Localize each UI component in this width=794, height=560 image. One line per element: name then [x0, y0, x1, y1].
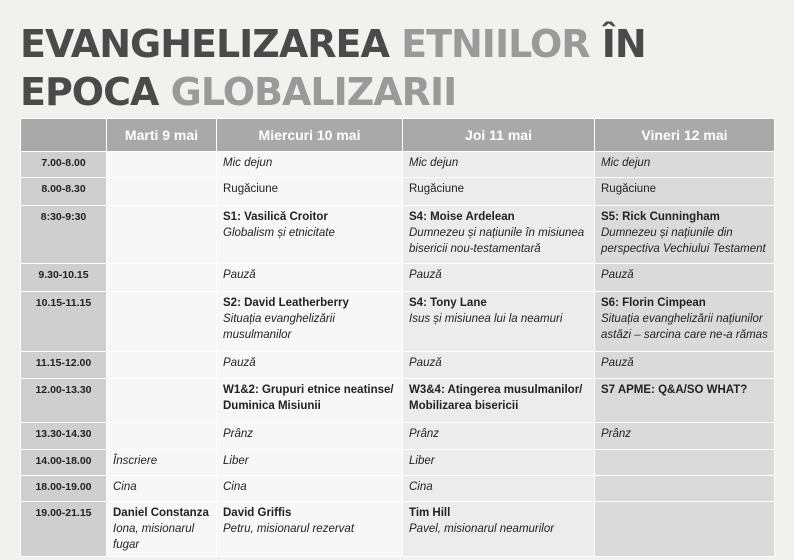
session-subtitle: Dumnezeu și națiunile din perspectiva Vechiului Testament: [601, 227, 766, 255]
session-subtitle: Pauză: [223, 357, 256, 369]
session-title: Tim Hill: [409, 507, 451, 519]
cell-marti: [107, 476, 217, 502]
cell-miercuri: [217, 178, 403, 206]
time-slot: 19.00-21.15: [21, 502, 107, 557]
title-word: EPOCA: [20, 70, 171, 114]
time-slot: 10.15-11.15: [21, 292, 107, 352]
session-subtitle: Globalism și etnicitate: [223, 227, 335, 239]
cell-miercuri: [217, 152, 403, 178]
session-title: S2: David Leatherberry: [223, 297, 349, 309]
cell-joi: [403, 423, 595, 450]
time-slot: 9.30-10.15: [21, 264, 107, 292]
session-subtitle: Cina: [409, 481, 433, 493]
cell-marti: [107, 502, 217, 557]
entry-text: Rugăciune: [223, 183, 278, 195]
session-title: Daniel Constanza: [113, 507, 209, 519]
cell-vineri: [595, 476, 775, 502]
header-vineri: Vineri 12 mai: [595, 119, 775, 152]
header-joi: Joi 11 mai: [403, 119, 595, 152]
cell-joi: [403, 379, 595, 423]
session-subtitle: Liber: [409, 455, 435, 467]
cell-miercuri: [217, 379, 403, 423]
cell-joi: [403, 450, 595, 476]
session-subtitle: Pauză: [409, 357, 442, 369]
cell-vineri: [595, 292, 775, 352]
cell-vineri: [595, 423, 775, 450]
schedule-row: [21, 264, 775, 292]
session-subtitle: Cina: [223, 481, 247, 493]
cell-miercuri: [217, 502, 403, 557]
title-word: ÎN: [601, 22, 646, 66]
cell-joi: [403, 476, 595, 502]
cell-vineri: [595, 264, 775, 292]
session-subtitle: Petru, misionarul rezervat: [223, 523, 355, 535]
cell-joi: [403, 206, 595, 264]
cell-miercuri: [217, 352, 403, 379]
cell-vineri: [595, 352, 775, 379]
session-subtitle: Prânz: [223, 428, 254, 440]
schedule-row: [21, 450, 775, 476]
time-slot: 11.15-12.00: [21, 352, 107, 379]
time-slot: 8:30-9:30: [21, 206, 107, 264]
cell-vineri: [595, 206, 775, 264]
page-title: [20, 20, 646, 116]
session-subtitle: Situația evanghelizării musulmanilor: [223, 313, 335, 341]
header-row: [21, 119, 775, 152]
session-subtitle: Pauză: [601, 357, 634, 369]
session-subtitle: Mic dejun: [409, 157, 459, 169]
header-marti: Marti 9 mai: [107, 119, 217, 152]
schedule-row: [21, 152, 775, 178]
cell-miercuri: [217, 476, 403, 502]
title-word: EVANGHELIZAREA: [20, 22, 402, 66]
session-title: S7 APME: Q&A/SO WHAT?: [601, 384, 748, 396]
session-title: S6: Florin Cimpean: [601, 297, 706, 309]
session-subtitle: Pauză: [601, 269, 634, 281]
title-line-2: [20, 68, 646, 116]
session-subtitle: Prânz: [409, 428, 440, 440]
cell-vineri: [595, 502, 775, 557]
session-subtitle: Liber: [223, 455, 249, 467]
session-subtitle: Pauză: [409, 269, 442, 281]
schedule-row: [21, 292, 775, 352]
session-subtitle: Mic dejun: [601, 157, 651, 169]
title-word: ETNIILOR: [401, 22, 602, 66]
header-time: [21, 119, 107, 152]
cell-vineri: [595, 379, 775, 423]
cell-marti: [107, 379, 217, 423]
schedule-row: [21, 178, 775, 206]
session-subtitle: Prânz: [601, 428, 632, 440]
cell-joi: [403, 352, 595, 379]
cell-joi: [403, 152, 595, 178]
schedule-row: [21, 352, 775, 379]
cell-marti: [107, 152, 217, 178]
cell-miercuri: [217, 292, 403, 352]
schedule-row: [21, 476, 775, 502]
schedule-body: [21, 152, 775, 557]
title-word: GLOBALIZARII: [170, 70, 457, 114]
cell-joi: [403, 178, 595, 206]
session-subtitle: Dumnezeu și națiunile în misiunea bisericii nou-testamentară: [409, 227, 585, 255]
cell-miercuri: [217, 264, 403, 292]
schedule-row: [21, 423, 775, 450]
cell-marti: [107, 178, 217, 206]
cell-joi: [403, 264, 595, 292]
time-slot: 14.00-18.00: [21, 450, 107, 476]
entry-text: Rugăciune: [601, 183, 656, 195]
session-subtitle: Situația evanghelizării națiunilor astăzi – sarcina care ne-a rămas: [601, 313, 768, 341]
time-slot: 7.00-8.00: [21, 152, 107, 178]
cell-miercuri: [217, 206, 403, 264]
session-title: S1: Vasilică Croitor: [223, 211, 328, 223]
cell-marti: [107, 292, 217, 352]
time-slot: 13.30-14.30: [21, 423, 107, 450]
session-subtitle: Isus și misiunea lui la neamuri: [409, 313, 563, 325]
entry-text: Rugăciune: [409, 183, 464, 195]
session-subtitle: Mic dejun: [223, 157, 273, 169]
cell-marti: [107, 264, 217, 292]
cell-vineri: [595, 450, 775, 476]
cell-marti: [107, 423, 217, 450]
cell-vineri: [595, 152, 775, 178]
cell-marti: [107, 206, 217, 264]
title-line-1: [20, 20, 646, 68]
session-subtitle: Iona, misionarul fugar: [113, 523, 195, 551]
session-title: W1&2: Grupuri etnice neatinse/ Duminica Misiunii: [223, 384, 394, 412]
session-title: David Griffis: [223, 507, 292, 519]
schedule-table: [20, 118, 775, 557]
cell-marti: [107, 450, 217, 476]
session-subtitle: Pauză: [223, 269, 256, 281]
session-title: W3&4: Atingerea musulmanilor/ Mobilizarea bisericii: [409, 384, 583, 412]
time-slot: 18.00-19.00: [21, 476, 107, 502]
cell-miercuri: [217, 423, 403, 450]
cell-vineri: [595, 178, 775, 206]
session-title: S5: Rick Cunningham: [601, 211, 720, 223]
schedule-row: [21, 206, 775, 264]
cell-joi: [403, 502, 595, 557]
schedule-row: [21, 379, 775, 423]
cell-marti: [107, 352, 217, 379]
session-subtitle: Pavel, misionarul neamurilor: [409, 523, 555, 535]
time-slot: 12.00-13.30: [21, 379, 107, 423]
session-title: S4: Moise Ardelean: [409, 211, 515, 223]
session-subtitle: Înscriere: [113, 455, 158, 467]
cell-miercuri: [217, 450, 403, 476]
session-title: S4: Tony Lane: [409, 297, 487, 309]
header-miercuri: Miercuri 10 mai: [217, 119, 403, 152]
session-subtitle: Cina: [113, 481, 137, 493]
cell-joi: [403, 292, 595, 352]
schedule-row: [21, 502, 775, 557]
time-slot: 8.00-8.30: [21, 178, 107, 206]
